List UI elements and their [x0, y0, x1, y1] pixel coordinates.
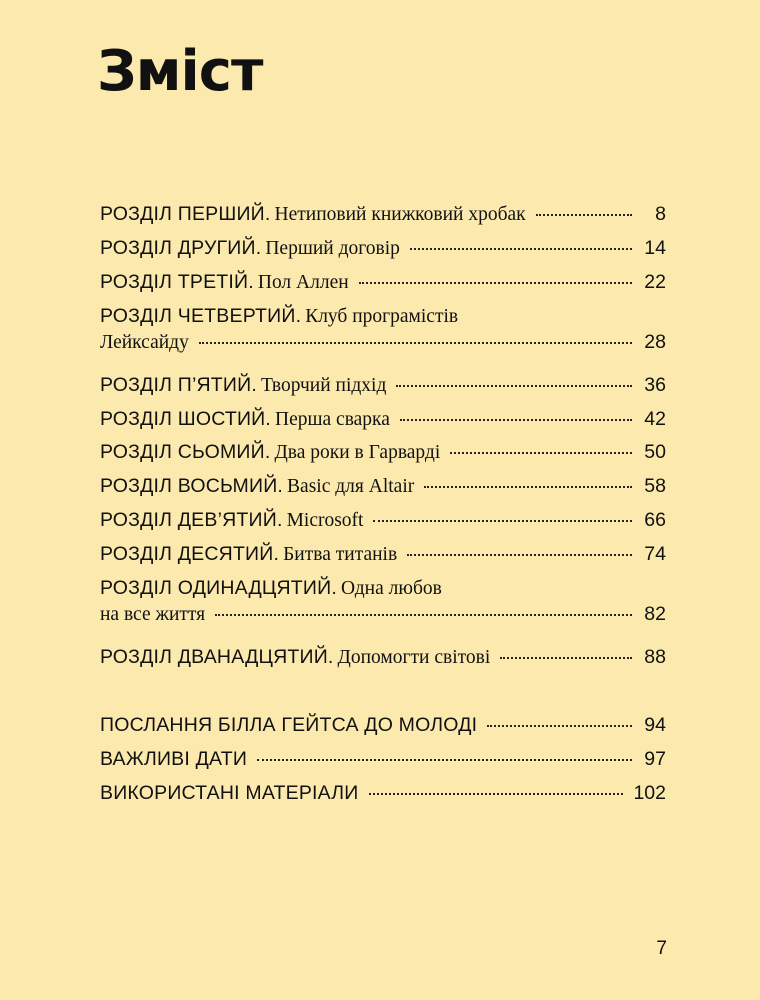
toc-entry-message-to-youth[interactable] — [100, 713, 666, 747]
toc-entry-chapter-2[interactable] — [100, 236, 666, 270]
dot-leader — [500, 657, 632, 659]
dot-leader — [487, 725, 632, 727]
page-number: 7 — [656, 938, 667, 959]
chapter-page: 36 — [644, 373, 666, 396]
toc-entry-chapter-7[interactable] — [100, 440, 666, 474]
toc-entry-sources[interactable] — [100, 781, 666, 815]
chapter-heading: РОЗДІЛ ПЕРШИЙ. — [100, 203, 271, 225]
dot-leader — [410, 248, 632, 250]
chapter-page: 22 — [644, 270, 666, 293]
toc-entry-chapter-4[interactable] — [100, 304, 666, 373]
chapter-heading: РОЗДІЛ П’ЯТИЙ. — [100, 373, 257, 396]
dot-leader — [359, 282, 632, 284]
toc-entry-chapter-3[interactable] — [100, 270, 666, 304]
toc-entry-chapter-5[interactable] — [100, 373, 666, 407]
chapter-title: Перший договір — [265, 237, 400, 259]
dot-leader — [424, 486, 632, 488]
toc-entry-chapter-6[interactable] — [100, 407, 666, 441]
section-page: 94 — [644, 713, 666, 736]
chapter-page: 66 — [644, 509, 666, 532]
chapter-heading: РОЗДІЛ ОДИНАДЦЯТИЙ. — [100, 577, 337, 600]
dot-leader — [369, 793, 624, 795]
chapter-page: 28 — [644, 330, 666, 353]
chapter-title: Пол Аллен — [257, 271, 349, 293]
chapter-title: Допомогти світові — [337, 647, 491, 669]
dot-leader — [199, 342, 632, 344]
toc-entry-chapter-11[interactable] — [100, 576, 666, 645]
chapter-heading: РОЗДІЛ ВОСЬМИЙ. — [100, 475, 284, 498]
toc-entry-chapter-9[interactable] — [100, 508, 666, 542]
dot-leader — [407, 554, 632, 556]
chapter-heading: РОЗДІЛ ДЕВ’ЯТИЙ. — [100, 509, 283, 532]
section-heading: ПОСЛАННЯ БІЛЛА ГЕЙТСА ДО МОЛОДІ — [100, 713, 478, 736]
chapter-title: Перша сварка — [275, 408, 390, 430]
chapter-page: 74 — [644, 543, 666, 566]
chapter-title: Microsoft — [286, 510, 364, 532]
chapter-page: 50 — [644, 441, 666, 464]
chapter-page: 14 — [644, 236, 666, 259]
table-of-contents — [100, 202, 666, 815]
chapter-heading: РОЗДІЛ ДВАНАДЦЯТИЙ. — [100, 646, 334, 669]
page-title: Зміст — [97, 39, 263, 104]
chapter-title-continued: Лейксайду — [100, 331, 189, 353]
section-page: 102 — [633, 781, 666, 804]
dot-leader — [373, 520, 632, 522]
chapter-heading: РОЗДІЛ СЬОМИЙ. — [100, 441, 271, 464]
chapter-heading: РОЗДІЛ ЧЕТВЕРТИЙ. — [100, 304, 302, 327]
toc-entry-chapter-8[interactable] — [100, 474, 666, 508]
dot-leader — [215, 614, 632, 616]
chapter-heading: РОЗДІЛ ТРЕТІЙ. — [100, 270, 254, 293]
chapter-title: Клуб програмістів — [305, 305, 459, 327]
section-heading: ВАЖЛИВІ ДАТИ — [100, 747, 248, 770]
chapter-title: Basic для Altair — [287, 476, 415, 498]
chapter-page: 42 — [644, 407, 666, 430]
toc-entry-chapter-12[interactable] — [100, 645, 666, 679]
chapter-title: Нетиповий книжковий хробак — [274, 204, 526, 225]
toc-entry-important-dates[interactable] — [100, 747, 666, 781]
chapter-heading: РОЗДІЛ ШОСТИЙ. — [100, 407, 271, 430]
chapter-page: 8 — [655, 203, 666, 225]
chapter-title: Творчий підхід — [260, 374, 387, 396]
section-heading: ВИКОРИСТАНІ МАТЕРІАЛИ — [100, 781, 359, 804]
dot-leader — [396, 385, 632, 387]
toc-entry-chapter-1[interactable] — [100, 202, 666, 236]
chapter-title: Одна любов — [340, 578, 442, 600]
dot-leader — [400, 419, 632, 421]
chapter-page: 88 — [644, 646, 666, 669]
chapter-title: Битва титанів — [283, 544, 398, 566]
chapter-title: Два роки в Гарварді — [274, 442, 441, 464]
chapter-heading: РОЗДІЛ ДРУГИЙ. — [100, 236, 262, 259]
chapter-heading: РОЗДІЛ ДЕСЯТИЙ. — [100, 543, 280, 566]
dot-leader — [536, 214, 632, 216]
dot-leader — [257, 759, 632, 761]
chapter-title-continued: на все життя — [100, 604, 206, 626]
chapter-page: 82 — [644, 603, 666, 626]
section-page: 97 — [644, 747, 666, 770]
chapter-page: 58 — [644, 475, 666, 498]
toc-entry-chapter-10[interactable] — [100, 542, 666, 576]
dot-leader — [450, 452, 632, 454]
